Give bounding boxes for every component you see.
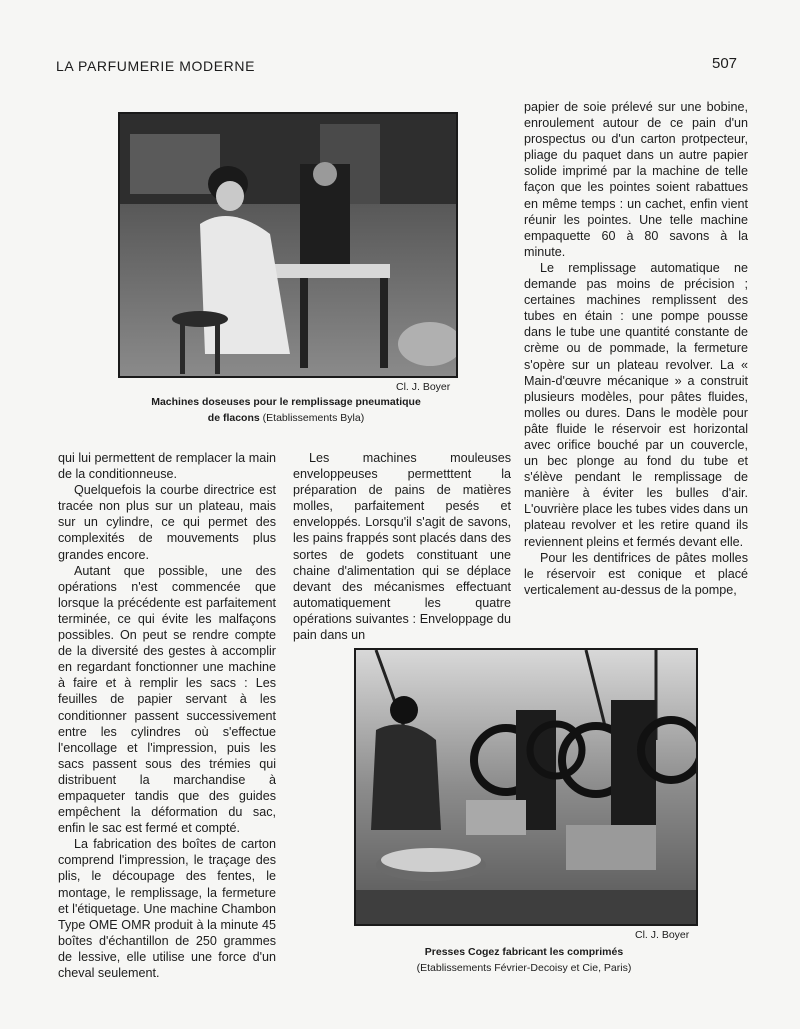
paragraph: Autant que possible, une des opérations n'est commencée que lorsque la précédente est parfaitement terminée, ce qui évite les malfaçons possibles. On peut se rendre compte de la diversité des gestes à accomplir en regardant fonctionner une machine à faire et à remplir les sacs : Les feuilles de papier servant à les conditionner passent successivement entre les cylindres où s'effectue l'encollage et l'impression, puis les sacs passent sous des trémies qui distribuent la marchandise à empaqueter tandis que des guides empêchent la déformation du sac, enfin le sac est fermé et compté. <box>58 563 276 836</box>
figure1-caption-bold-line1: Machines doseuses pour le remplissage pneumatique <box>151 396 421 408</box>
column-right <box>524 99 748 598</box>
figure2-caption-source: (Etablissements Février-Decoisy et Cie, Paris) <box>416 962 632 974</box>
paragraph: Le remplissage automatique ne demande pas moins de précision ; certaines machines remplissent des tubes en étain : une pompe pousse dans le tube une quantité constante de crème ou de pommade, la fermeture s'opère sur un plateau revolver. La « Main-d'œuvre mécanique » a construit plusieurs modèles, pour pâtes fluides, molles ou dures. Dans le modèle pour pâte fluide le réservoir est horizontal avec orifice bouché par un couvercle, un bec plonge au fond du tube et s'élève pendant le remplissage de manière à éviter les bulles d'air. L'ouvrière place les tubes vides dans un plateau revolver et les retire quand ils reviennent pleins et fermés devant elle. <box>524 260 748 549</box>
photo-filling-machines <box>118 112 458 378</box>
figure2-caption <box>354 944 694 976</box>
column-left <box>58 450 276 981</box>
paragraph: La fabrication des boîtes de carton comprend l'impression, le traçage des plis, le découpage des fentes, le montage, le remplissage, la fermeture et l'étiquetage. Une machine Chambon Type OME OMR produit à la minute 45 boîtes d'échantillon de 250 grammes de lessive, elle utilise une force d'un cheval seulement. <box>58 837 276 980</box>
figure2-caption-title: Presses Cogez fabricant les comprimés <box>424 946 624 958</box>
figure2-credit: Cl. J. Boyer <box>635 929 690 941</box>
figure1-caption-source: (Etablissements Byla) <box>259 412 365 424</box>
column-middle <box>293 450 511 643</box>
paragraph: Quelquefois la courbe directrice est tracée non plus sur un plateau, mais sur un cylindre, ce qui permet des complexités de mouvements plus grandes encore. <box>58 483 276 562</box>
paragraph: Les machines mouleuses enveloppeuses permetttent la préparation de pains de matières molles, parfaitement pesés et enveloppés. Lorsqu'il s'agit de savons, les pains frappés sont placés dans des sortes de godets constituant une chaine d'alimentation qui se déplace devant des mécanismes effectuant automatiquement les quatre opérations suivantes : Enveloppage du pain dans un <box>293 451 511 643</box>
photo-tablet-presses <box>354 648 698 926</box>
page-number: 507 <box>712 55 738 72</box>
figure1-credit: Cl. J. Boyer <box>396 381 451 393</box>
running-title: LA PARFUMERIE MODERNE <box>56 58 256 74</box>
figure1-caption <box>118 394 454 426</box>
paragraph: papier de soie prélevé sur une bobine, enroulement autour de ce pain d'un prospectus ou d'un carton protpecteur, pliage du paquet dans un autre papier solide imprimé par la machine de telle façon que les pointes soient rabattues en même temps : un cachet, enfin vient réunir les pointes. Une telle machine empaquette 60 à 80 savons à la minute. <box>524 100 748 259</box>
paragraph: Pour les dentifrices de pâtes molles le réservoir est conique et placé verticalement au-dessus de la pompe, <box>524 550 748 597</box>
figure1-caption-bold-line2: de flacons <box>207 412 260 424</box>
paragraph: qui lui permettent de remplacer la main de la conditionneuse. <box>58 451 276 482</box>
